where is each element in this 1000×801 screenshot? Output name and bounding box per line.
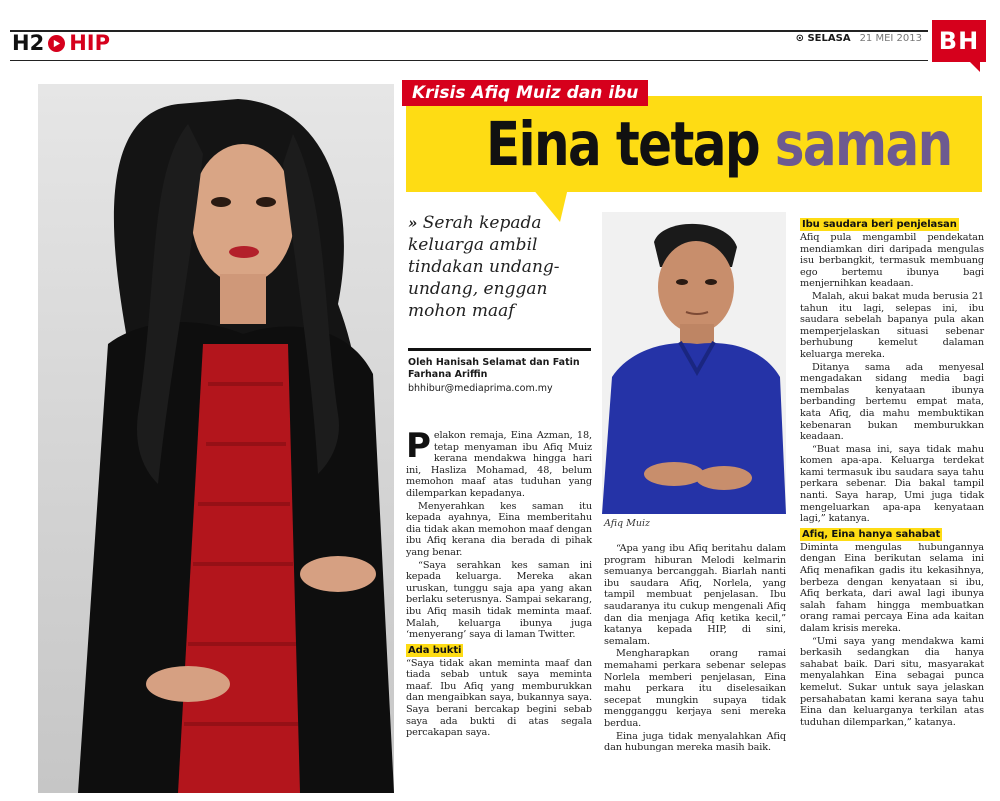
article-column-3 <box>800 216 984 729</box>
photo-afiq-muiz <box>602 212 786 514</box>
headline-kicker: Krisis Afiq Muiz dan ibu <box>402 80 648 106</box>
byline-names: Oleh Hanisah Selamat dan Fatin Farhana Ariffin <box>408 357 580 380</box>
article-paragraph: Afiq pula mengambil pendekatan mendiamkan diri daripada mengulas isu berbangkit, termasuk membuang ego bertemu ibunya bagi menjernihkan keadaan. <box>800 232 984 290</box>
subhead-ibu-saudara: Ibu saudara beri penjelasan <box>802 219 957 230</box>
article-paragraph: “Buat masa ini, saya tidak mahu komen apa-apa. Keluarga terdekat kami termasuk ibu saudara saya tahu perkara sebenar. Dia bakal tampil nanti. Saya harap, Umi juga tidak mengeluarkan apa-apa kenyataan lagi,” katanya. <box>800 443 984 525</box>
article-paragraph: “Apa yang ibu Afiq beritahu dalam program hiburan Melodi kelmarin semuanya bercanggah. Biarlah nanti ibu saudara Afiq, Norlela, yang tampil membuat penjelasan. Ibu saudaranya itu cukup mengenali Afiq dan dia menjaga Afiq ketika kecil,” katanya kepada HIP, di sini, semalam. <box>604 543 786 647</box>
article-paragraph: Menyerahkan kes saman itu kepada ayahnya, Eina memberitahu dia tidak akan memohon maaf dengan ibu Afiq kerana dia berada di pihak yang benar. <box>406 500 592 558</box>
section-code: H2 <box>12 31 45 55</box>
play-arrow-icon <box>48 35 65 52</box>
drop-cap: P <box>406 426 431 466</box>
issue-date: 21 MEI 2013 <box>859 33 922 44</box>
issue-day: ⊙ SELASA <box>795 33 851 44</box>
article-paragraph: Mengharapkan orang ramai memahami perkara sebenar selepas Norlela memberi penjelasan, Eina mahu perkara itu diselesaikan secepat mungkin supaya tidak mengganggu kerjaya seni mereka berdua. <box>604 648 786 729</box>
article-paragraph: Eina juga tidak menyalahkan Afiq dan hubungan mereka masih baik. <box>604 730 786 754</box>
bh-logo: BH <box>932 20 986 62</box>
section-name: HIP <box>69 31 110 55</box>
deck-text: Serah kepada keluarga ambil tindakan undang-undang, enggan mohon maaf <box>408 213 560 321</box>
main-photo-eina <box>38 84 394 793</box>
subhead-hanya-sahabat: Afiq, Eina hanya sahabat <box>802 528 941 540</box>
headline-part1: Eina tetap <box>486 109 760 180</box>
issue-info <box>796 33 922 44</box>
article-paragraph: “Saya serahkan kes saman ini kepada keluarga. Mereka akan uruskan, tunggu saja apa yang akan berlaku seterusnya. Sampai sekarang, ibu Afiq masih tidak meminta maaf. Malah, keluarga ibunya juga ‘menyerang’ saya di laman Twitter. <box>406 559 592 641</box>
byline <box>408 357 593 395</box>
header-bottom-rule <box>10 60 928 61</box>
article-paragraph: Ditanya sama ada menyesal mengadakan sidang media bagi membalas kenyataan ibunya berbanding bertemu empat mata, kata Afiq, dia mahu membuktikan kebenaran bukan memburukkan keadaan. <box>800 361 984 443</box>
deck <box>408 212 584 322</box>
article-paragraph: “Saya tidak akan meminta maaf dan tiada sebab untuk saya meminta maaf. Ibu Afiq yang memburukkan dan mengaibkan saya, bukannya saya. Saya berani bercakap begini sebab saya ada bukti di atas segala percakapan saya. <box>406 657 592 739</box>
header-top-rule <box>10 30 928 32</box>
deck-marker: » <box>408 214 418 232</box>
article-paragraph: Diminta mengulas hubungannya dengan Eina berikutan selama ini Afiq menafikan gadis itu kekasihnya, berbeza dengan kenyataan si ibu, Afiq berkata, dari awal lagi ibunya salah faham hingga membuatkan orang ramai percaya Eina ada kaitan dalam krisis mereka. <box>800 541 984 634</box>
article-paragraph: “Umi saya yang mendakwa kami berkasih sedangkan dia hanya sahabat baik. Dari situ, masyarakat menyalahkan Eina sebagai punca kemelut. Sukar untuk saya jelaskan persahabatan kami kerana saya tahu Eina dan keluarganya terkilan atas tuduhan dilemparkan,” katanya. <box>800 635 984 728</box>
byline-rule <box>408 348 591 351</box>
headline-part2: saman <box>774 109 952 180</box>
portrait-illustration <box>38 84 394 793</box>
afiq-portrait-illustration <box>602 212 786 514</box>
byline-email: bhhibur@mediaprima.com.my <box>408 383 553 394</box>
article-column-2 <box>604 543 786 755</box>
photo-caption: Afiq Muiz <box>604 518 651 529</box>
section-tag <box>12 31 110 55</box>
subhead-ada-bukti: Ada bukti <box>408 644 462 656</box>
headline <box>486 108 952 182</box>
article-paragraph: Malah, akui bakat muda berusia 21 tahun itu lagi, selepas ini, ibu saudara sebelah bapanya pula akan memperjelaskan situasi sebenar berhubung kemelut dalaman keluarga mereka. <box>800 290 984 360</box>
article-column-1 <box>406 426 592 740</box>
article-paragraph: Pelakon remaja, Eina Azman, 18, tetap menyaman ibu Afiq Muiz kerana mendakwa hingga hari ini, Hasliza Mohamad, 48, belum memohon maaf atas tuduhan yang dilemparkan kepadanya. <box>406 426 592 499</box>
